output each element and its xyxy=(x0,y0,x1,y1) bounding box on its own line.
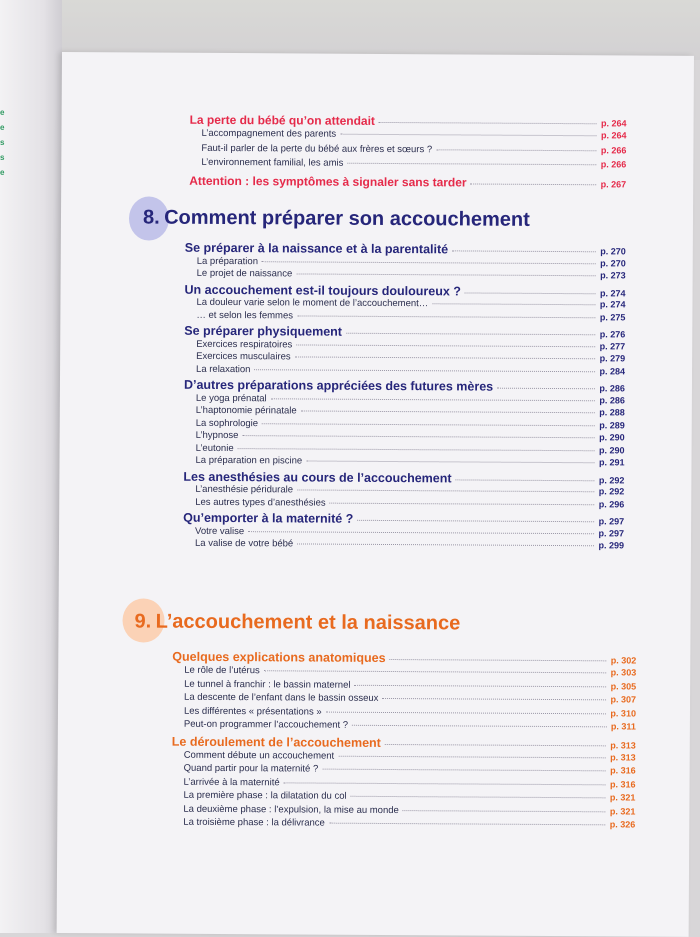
page-number: p. 316 xyxy=(610,765,636,776)
page-number: p. 275 xyxy=(599,311,626,322)
dot-leader xyxy=(297,543,594,546)
toc-subsection-entry[interactable] xyxy=(184,665,636,679)
dot-leader xyxy=(264,670,607,673)
dot-leader xyxy=(456,479,595,481)
toc-subsection-entry[interactable] xyxy=(201,128,626,142)
book-page xyxy=(57,52,694,937)
page-number: p. 299 xyxy=(598,540,625,551)
page-number: p. 290 xyxy=(599,432,625,443)
section-title: Se préparer à la naissance et à la parentalité xyxy=(184,240,449,257)
toc-subsection-entry[interactable] xyxy=(197,268,626,282)
page-number: p. 270 xyxy=(600,257,626,268)
section-title: Se préparer physiquement xyxy=(184,323,343,339)
dot-leader xyxy=(296,273,596,276)
background-surface xyxy=(0,0,700,60)
dot-leader xyxy=(295,356,596,359)
dot-leader xyxy=(432,303,596,305)
subsection-title: Quand partir pour la maternité ? xyxy=(183,762,319,775)
chapter-title: Comment préparer son accouchement xyxy=(164,206,530,231)
page-number: p. 284 xyxy=(599,365,626,376)
dot-leader xyxy=(262,423,595,426)
toc-subsection-entry[interactable] xyxy=(195,496,624,510)
dot-leader xyxy=(322,769,606,772)
subsection-title: La relaxation xyxy=(196,363,251,375)
chapter-title: L’accouchement et la naissance xyxy=(155,610,461,635)
page-number: p. 286 xyxy=(599,394,625,405)
dot-leader xyxy=(379,122,597,124)
page-number: p. 310 xyxy=(610,707,637,719)
section-title: Attention : les symptômes à signaler sans tarder xyxy=(189,173,467,189)
page-number: p. 313 xyxy=(610,751,636,763)
page-number: p. 289 xyxy=(599,419,625,430)
page-number: p. 311 xyxy=(610,721,636,732)
toc-subsection-entry[interactable] xyxy=(196,430,625,444)
toc-subsection-entry[interactable] xyxy=(183,790,635,804)
dot-leader xyxy=(497,388,595,390)
subsection-title: La deuxième phase : l’expulsion, la mise au monde xyxy=(183,803,399,816)
page-number: p. 274 xyxy=(599,287,626,298)
toc-section-entry[interactable] xyxy=(189,173,626,190)
subsection-title: L’arrivée à la maternité xyxy=(183,776,280,788)
subsection-title: … et selon les femmes xyxy=(196,309,294,321)
toc-subsection-entry[interactable] xyxy=(196,338,625,352)
toc-subsection-entry[interactable] xyxy=(184,763,636,777)
dot-leader xyxy=(340,134,597,137)
edge-letter: s xyxy=(0,153,5,162)
subsection-title: Exercices musculaires xyxy=(196,350,291,363)
page-number: p. 305 xyxy=(610,680,637,692)
subsection-title: L’haptonomie périnatale xyxy=(195,404,297,417)
toc-subsection-entry[interactable] xyxy=(184,749,636,763)
toc-subsection-entry[interactable] xyxy=(196,297,625,311)
page-number: p. 288 xyxy=(599,407,625,418)
subsection-title: Exercices respiratoires xyxy=(196,338,293,350)
dot-leader xyxy=(465,292,596,294)
subsection-title: L’hypnose xyxy=(195,429,239,442)
dot-leader xyxy=(248,531,594,534)
subsection-title: Votre valise xyxy=(195,525,245,537)
dot-leader xyxy=(346,333,596,336)
dot-leader xyxy=(271,398,596,401)
toc-subsection-entry[interactable] xyxy=(197,255,626,269)
page-number: p. 316 xyxy=(609,778,636,790)
page-number: p. 291 xyxy=(598,457,625,468)
dot-leader xyxy=(347,163,596,166)
page-number: p. 313 xyxy=(610,739,636,751)
toc-subsection-entry[interactable] xyxy=(195,484,624,498)
toc-section-entry[interactable] xyxy=(172,650,636,667)
page-number: p. 266 xyxy=(600,144,627,155)
toc-subsection-entry[interactable] xyxy=(184,776,636,790)
section-title: La perte du bébé qu’on attendait xyxy=(189,112,375,128)
edge-letter: s xyxy=(0,138,5,147)
subsection-title: La troisième phase : la délivrance xyxy=(183,816,325,829)
subsection-title: Faut-il parler de la perte du bébé aux frères et sœurs ? xyxy=(201,142,433,155)
page-number: p. 266 xyxy=(600,159,627,170)
subsection-title: L’eutonie xyxy=(195,442,234,454)
subsection-title: Peut-on programmer l’accouchement ? xyxy=(183,718,349,731)
page-number: p. 273 xyxy=(600,270,626,281)
subsection-title: Le yoga prénatal xyxy=(195,392,267,404)
page-number: p. 321 xyxy=(609,805,636,817)
toc-subsection-entry[interactable] xyxy=(196,392,625,406)
table-of-contents xyxy=(57,52,694,937)
toc-subsection-entry[interactable] xyxy=(184,719,636,733)
dot-leader xyxy=(329,823,606,826)
section-title: Quelques explications anatomiques xyxy=(172,649,386,665)
toc-subsection-entry[interactable] xyxy=(196,417,625,431)
page-number: p. 274 xyxy=(599,299,626,310)
page-number: p. 297 xyxy=(598,516,625,527)
page-number: p. 292 xyxy=(598,486,625,497)
page-number: p. 264 xyxy=(601,118,627,129)
chapter-number: 9. xyxy=(134,610,152,633)
toc-subsection-entry[interactable] xyxy=(183,803,635,817)
dot-leader xyxy=(436,149,597,151)
toc-subsection-entry[interactable] xyxy=(201,157,626,171)
toc-subsection-entry[interactable] xyxy=(184,705,636,719)
dot-leader xyxy=(390,659,607,661)
toc-subsection-entry[interactable] xyxy=(201,142,626,156)
dot-leader xyxy=(471,183,597,185)
section-title: Un accouchement est-il toujours douloureux ? xyxy=(184,282,462,298)
page-number: p. 276 xyxy=(599,329,626,340)
subsection-title: Les autres types d’anesthésies xyxy=(195,496,326,509)
dot-leader xyxy=(297,315,596,318)
page-number: p. 297 xyxy=(598,527,625,538)
subsection-title: L’environnement familial, les amis xyxy=(201,156,344,169)
toc-subsection-entry[interactable] xyxy=(184,678,636,692)
section-title: D’autres préparations appréciées des futures mères xyxy=(183,377,494,394)
dot-leader xyxy=(357,520,594,522)
dot-leader xyxy=(452,250,596,252)
subsection-title: La valise de votre bébé xyxy=(194,537,294,550)
dot-leader xyxy=(297,489,595,492)
dot-leader xyxy=(351,796,606,799)
toc-subsection-entry[interactable] xyxy=(195,455,624,469)
dot-leader xyxy=(301,410,596,413)
dot-leader xyxy=(296,344,595,347)
dot-leader xyxy=(284,782,606,785)
page-number: p. 290 xyxy=(599,444,625,455)
toc-subsection-entry[interactable] xyxy=(196,351,625,365)
dot-leader xyxy=(254,369,595,372)
subsection-title: La préparation en piscine xyxy=(195,454,303,467)
subsection-title: Le rôle de l’utérus xyxy=(184,664,260,677)
dot-leader xyxy=(330,502,595,505)
chapter-8-heading xyxy=(143,206,530,231)
toc-subsection-entry[interactable] xyxy=(196,405,625,419)
subsection-title: La douleur varie selon le moment de l’accouchement… xyxy=(196,296,429,310)
edge-letter: e xyxy=(0,168,5,177)
dot-leader xyxy=(262,261,596,264)
edge-letter: e xyxy=(0,108,5,117)
subsection-title: L’accompagnement des parents xyxy=(201,127,337,140)
toc-section-entry[interactable] xyxy=(172,734,636,751)
chapter-number: 8. xyxy=(142,206,160,229)
toc-subsection-entry[interactable] xyxy=(195,538,624,552)
page-number: p. 296 xyxy=(598,498,625,509)
toc-subsection-entry[interactable] xyxy=(195,525,624,539)
previous-page-edge-letters xyxy=(0,105,10,180)
subsection-title: La première phase : la dilatation du col xyxy=(183,789,347,802)
dot-leader xyxy=(306,460,595,463)
dot-leader xyxy=(354,684,606,687)
toc-subsection-entry[interactable] xyxy=(184,692,636,706)
page-number: p. 303 xyxy=(610,667,637,678)
dot-leader xyxy=(382,698,606,700)
dot-leader xyxy=(242,435,595,438)
page-number: p. 270 xyxy=(600,246,626,257)
page-number: p. 264 xyxy=(600,130,627,141)
subsection-title: La descente de l’enfant dans le bassin osseux xyxy=(184,691,379,704)
page-number: p. 321 xyxy=(609,792,636,803)
page-number: p. 302 xyxy=(610,655,637,666)
page-number: p. 279 xyxy=(599,353,626,364)
page-number: p. 307 xyxy=(610,694,637,705)
toc-subsection-entry[interactable] xyxy=(196,442,625,456)
toc-subsection-entry[interactable] xyxy=(196,309,625,323)
dot-leader xyxy=(352,725,607,728)
edge-letter: e xyxy=(0,123,5,132)
toc-subsection-entry[interactable] xyxy=(183,817,635,831)
subsection-title: Le tunnel à franchir : le bassin maternel xyxy=(184,678,351,691)
toc-subsection-entry[interactable] xyxy=(196,363,625,377)
subsection-title: Les différentes « présentations » xyxy=(183,705,322,718)
section-title: Le déroulement de l’accouchement xyxy=(171,734,381,750)
page-number: p. 292 xyxy=(598,474,625,485)
subsection-title: La sophrologie xyxy=(195,417,259,429)
section-title: Les anesthésies au cours de l’accouchement xyxy=(183,469,452,485)
toc-section-entry[interactable] xyxy=(190,113,627,130)
dot-leader xyxy=(385,743,606,745)
dot-leader xyxy=(326,711,607,714)
page-number: p. 286 xyxy=(599,383,625,394)
page-number: p. 326 xyxy=(609,819,636,830)
subsection-title: Le projet de naissance xyxy=(196,267,293,280)
page-number: p. 277 xyxy=(599,340,626,351)
chapter-9-heading xyxy=(134,610,460,635)
dot-leader xyxy=(238,448,595,451)
subsection-title: Comment débute un accouchement xyxy=(183,749,335,762)
page-number: p. 267 xyxy=(600,178,627,189)
subsection-title: La préparation xyxy=(196,255,259,267)
subsection-title: L’anesthésie péridurale xyxy=(195,483,294,496)
dot-leader xyxy=(338,755,606,758)
dot-leader xyxy=(403,810,606,812)
section-title: Qu’emporter à la maternité ? xyxy=(183,510,354,526)
